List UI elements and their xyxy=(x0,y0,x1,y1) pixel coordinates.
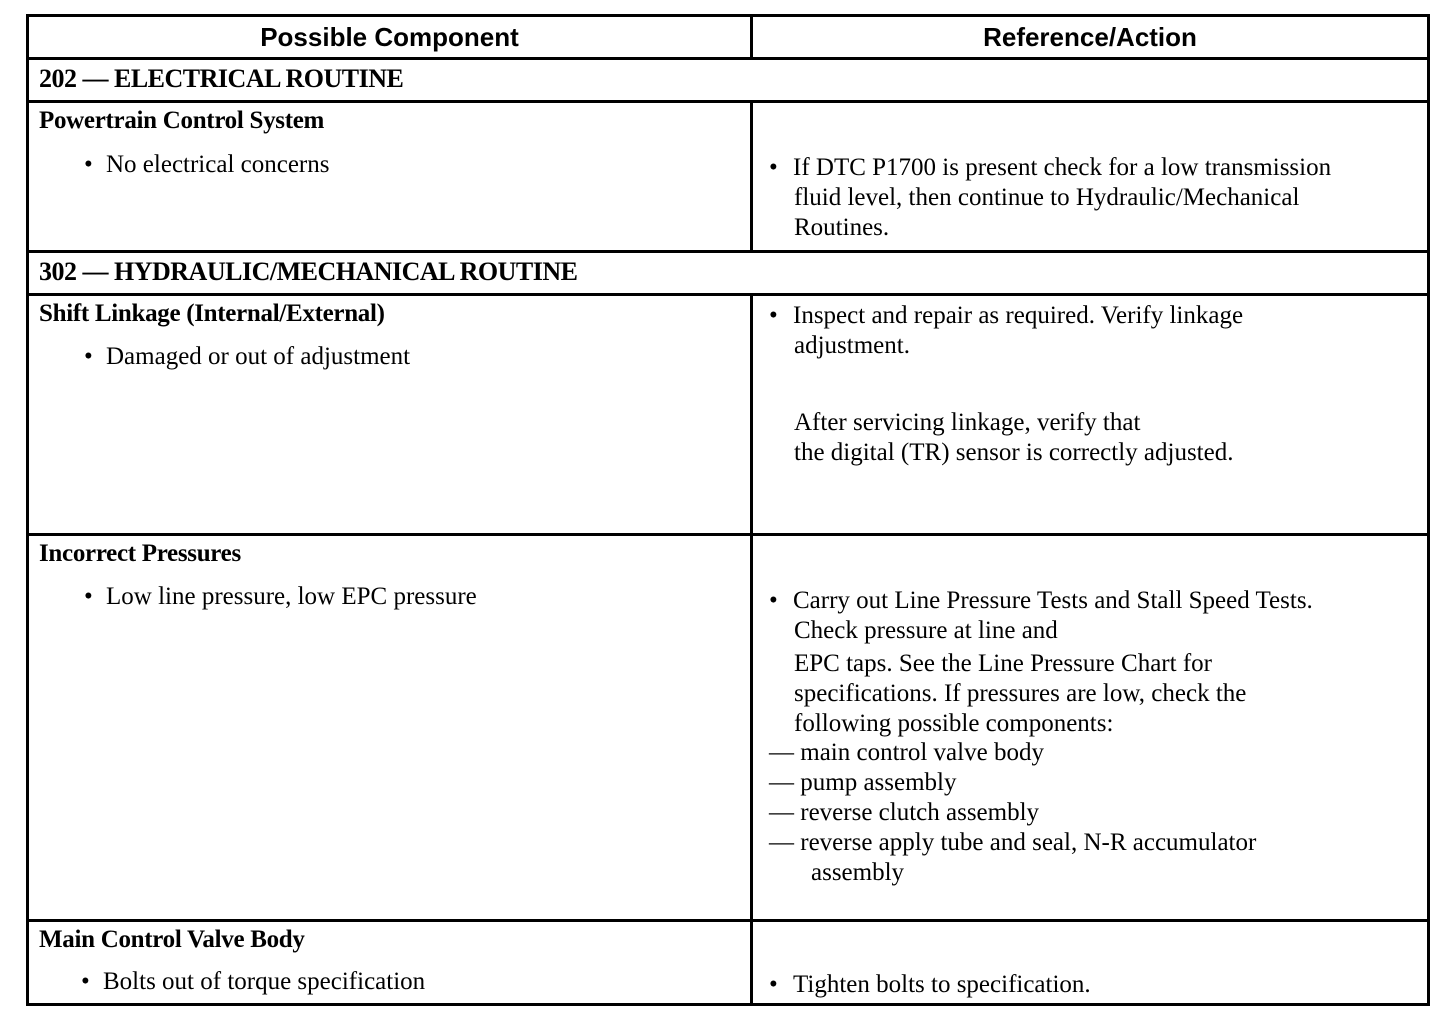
action-line: • Carry out Line Pressure Tests and Stall Speed Tests. xyxy=(769,587,1313,614)
component-cell xyxy=(29,536,753,919)
component-cell xyxy=(29,922,753,1006)
section-title: 302 — HYDRAULIC/MECHANICAL ROUTINE xyxy=(39,257,578,286)
component-title: Incorrect Pressures xyxy=(39,540,241,567)
dash-icon: — xyxy=(769,829,794,856)
action-line: • Inspect and repair as required. Verify linkage xyxy=(769,302,1244,329)
action-line: the digital (TR) sensor is correctly adjusted. xyxy=(794,439,1234,466)
condition-item xyxy=(84,343,410,371)
action-cell xyxy=(753,296,1427,533)
dash-icon: — xyxy=(769,739,794,766)
dash-list-item: — reverse clutch assembly xyxy=(769,799,1040,826)
action-line: After servicing linkage, verify that xyxy=(794,409,1141,436)
action-block xyxy=(769,586,1313,739)
header-cell-component xyxy=(29,17,753,57)
dash-list-item: — main control valve body xyxy=(769,739,1044,766)
table-row xyxy=(29,296,1427,536)
component-cell xyxy=(29,103,753,250)
action-cell xyxy=(753,922,1427,1006)
action-line: Routines. xyxy=(794,214,890,241)
action-block xyxy=(769,970,1091,1000)
condition-text: Low line pressure, low EPC pressure xyxy=(106,583,477,610)
diagnosis-table xyxy=(26,14,1430,1006)
bullet-icon: • xyxy=(769,154,778,181)
component-title: Main Control Valve Body xyxy=(39,926,305,953)
dash-list-item: — reverse apply tube and seal, N-R accumulator xyxy=(769,829,1257,856)
dash-list-item: — pump assembly xyxy=(769,769,957,796)
action-line: fluid level, then continue to Hydraulic/Mechanical xyxy=(794,184,1300,211)
bullet-icon: • xyxy=(84,583,93,610)
bullet-icon: • xyxy=(84,151,93,178)
dash-icon: — xyxy=(769,799,794,826)
component-dash-list xyxy=(769,738,1256,888)
component-title: Shift Linkage (Internal/External) xyxy=(39,300,385,327)
section-row-electrical xyxy=(29,60,1427,103)
condition-item xyxy=(84,583,477,611)
dash-list-continuation: assembly xyxy=(811,859,905,886)
section-title: 202 — ELECTRICAL ROUTINE xyxy=(39,64,404,93)
condition-text: Damaged or out of adjustment xyxy=(106,343,411,370)
action-line: EPC taps. See the Line Pressure Chart for xyxy=(794,650,1212,677)
action-line: following possible components: xyxy=(794,710,1114,737)
condition-item xyxy=(81,968,425,996)
condition-text: Bolts out of torque specification xyxy=(103,968,426,995)
bullet-icon: • xyxy=(769,302,778,329)
bullet-icon: • xyxy=(769,971,778,998)
header-possible-component: Possible Component xyxy=(260,22,519,52)
action-line: specifications. If pressures are low, check the xyxy=(794,680,1247,707)
table-header-row xyxy=(29,17,1427,60)
action-note xyxy=(769,408,1233,468)
component-title: Powertrain Control System xyxy=(39,107,325,134)
table-row xyxy=(29,922,1427,1006)
dash-icon: — xyxy=(769,769,794,796)
component-cell xyxy=(29,296,753,533)
condition-item xyxy=(84,151,330,179)
table-row xyxy=(29,536,1427,922)
action-line: adjustment. xyxy=(794,332,910,359)
bullet-icon: • xyxy=(84,343,93,370)
header-reference-action: Reference/Action xyxy=(983,22,1197,52)
action-block xyxy=(769,153,1331,243)
action-line: • Tighten bolts to specification. xyxy=(769,971,1091,998)
bullet-icon: • xyxy=(81,968,90,995)
action-cell xyxy=(753,536,1427,919)
condition-text: No electrical concerns xyxy=(106,151,330,178)
action-line: • If DTC P1700 is present check for a low transmission xyxy=(769,154,1332,181)
table-row xyxy=(29,103,1427,253)
bullet-icon: • xyxy=(769,587,778,614)
action-line: Check pressure at line and xyxy=(794,617,1058,644)
header-cell-action xyxy=(753,17,1427,57)
action-cell xyxy=(753,103,1427,250)
action-block xyxy=(769,301,1243,361)
section-row-hydraulic xyxy=(29,253,1427,296)
